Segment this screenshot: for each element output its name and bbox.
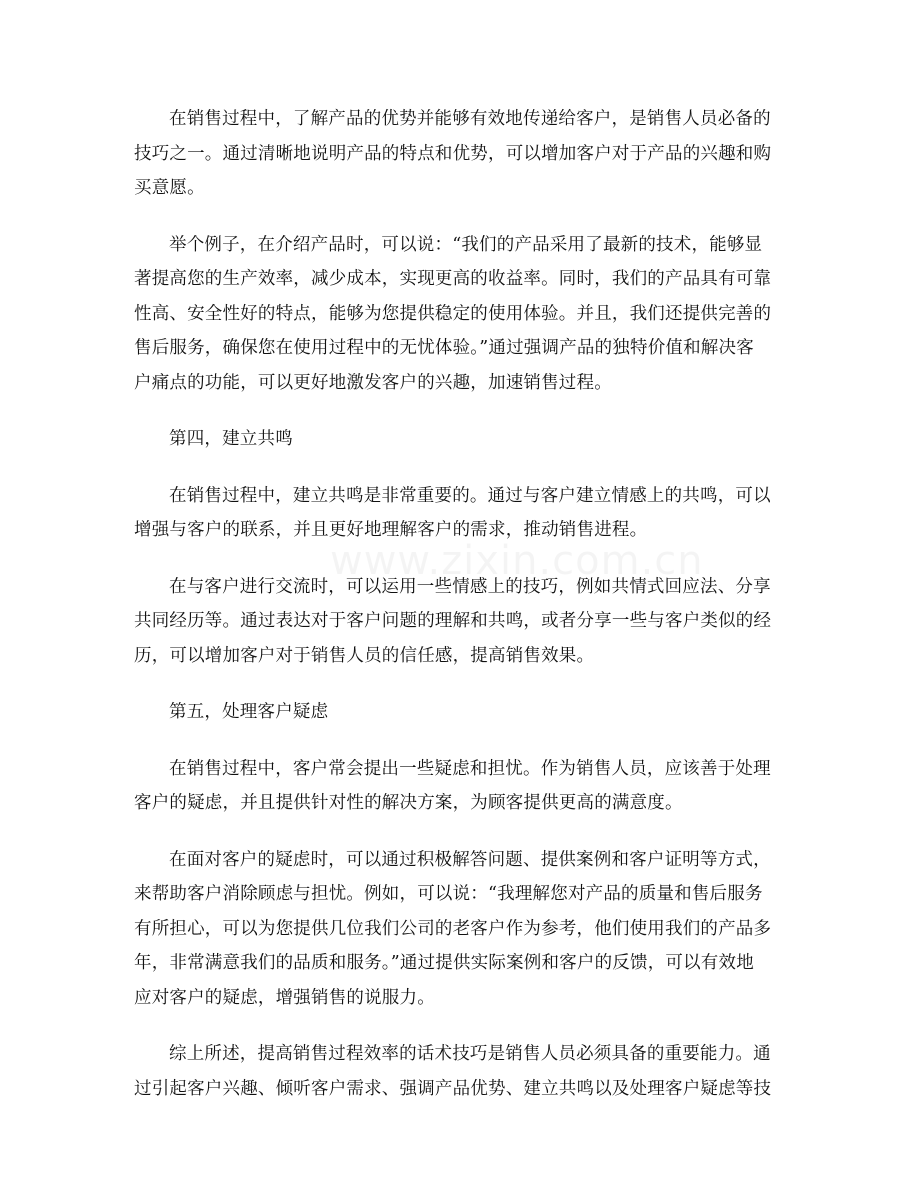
paragraph bbox=[134, 1037, 786, 1106]
text-line: 客户的疑虑，并且提供针对性的解决方案，为顾客提供更高的满意度。 bbox=[134, 793, 683, 813]
heading-text: 第五，处理客户疑虑 bbox=[169, 702, 329, 722]
text-line: 过引起客户兴趣、倾听客户需求、强调产品优势、建立共鸣以及处理客户疑虑等技 bbox=[134, 1078, 772, 1099]
section-heading bbox=[134, 422, 786, 457]
text-line: 在面对客户的疑虑时，可以通过积极解答问题、提供案例和客户证明等方式， bbox=[169, 849, 771, 870]
text-line: 历，可以增加客户对于销售人员的信任感，提高销售效果。 bbox=[134, 645, 595, 666]
text-line: 有所担心，可以为您提供几位我们公司的老客户作为参考，他们使用我们的产品多 bbox=[134, 918, 772, 939]
text-line: 性高、安全性好的特点，能够为您提供稳定的使用体验。并且，我们还提供完善的 bbox=[134, 303, 772, 324]
text-line: 在销售过程中，了解产品的优势并能够有效地传递给客户，是销售人员必备的 bbox=[169, 109, 771, 129]
text-line: 售后服务，确保您在使用过程中的无忧体验。”通过强调产品的独特价值和解决客 bbox=[134, 338, 754, 358]
heading-text: 第四，建立共鸣 bbox=[169, 429, 293, 449]
text-line: 技巧之一。通过清晰地说明产品的特点和优势，可以增加客户对于产品的兴趣和购 bbox=[134, 143, 772, 164]
section-heading bbox=[134, 695, 786, 730]
text-line: 在与客户进行交流时，可以运用一些情感上的技巧，例如共情式回应法、分享 bbox=[169, 576, 771, 597]
text-line: 增强与客户的联系，并且更好地理解客户的需求，推动销售进程。 bbox=[134, 520, 648, 540]
paragraph bbox=[134, 752, 786, 821]
text-line: 在销售过程中，客户常会提出一些疑虑和担忧。作为销售人员，应该善于处理 bbox=[169, 758, 771, 779]
text-line: 应对客户的疑虑，增强销售的说服力。 bbox=[134, 987, 435, 1008]
document-body bbox=[134, 102, 786, 1128]
paragraph bbox=[134, 843, 786, 1016]
text-line: 在销售过程中，建立共鸣是非常重要的。通过与客户建立情感上的共鸣，可以 bbox=[169, 485, 771, 506]
text-line: 综上所述，提高销售过程效率的话术技巧是销售人员必须具备的重要能力。通 bbox=[169, 1044, 771, 1064]
paragraph bbox=[134, 228, 786, 401]
paragraph bbox=[134, 479, 786, 548]
text-line: 户痛点的功能，可以更好地激发客户的兴趣，加速销售过程。 bbox=[134, 372, 612, 393]
text-line: 著提高您的生产效率，减少成本，实现更高的收益率。同时，我们的产品具有可靠 bbox=[134, 269, 772, 289]
text-line: 来帮助客户消除顾虑与担忧。例如，可以说：“我理解您对产品的质量和售后服务 bbox=[134, 884, 763, 904]
text-line: 买意愿。 bbox=[134, 178, 205, 198]
text-line: 年，非常满意我们的品质和服务。”通过提供实际案例和客户的反馈，可以有效地 bbox=[134, 953, 754, 973]
paragraph bbox=[134, 102, 786, 206]
text-line: 共同经历等。通过表达对于客户问题的理解和共鸣，或者分享一些与客户类似的经 bbox=[134, 611, 772, 631]
paragraph bbox=[134, 570, 786, 674]
text-line: 举个例子，在介绍产品时，可以说：“我们的产品采用了最新的技术，能够显 bbox=[169, 234, 763, 255]
